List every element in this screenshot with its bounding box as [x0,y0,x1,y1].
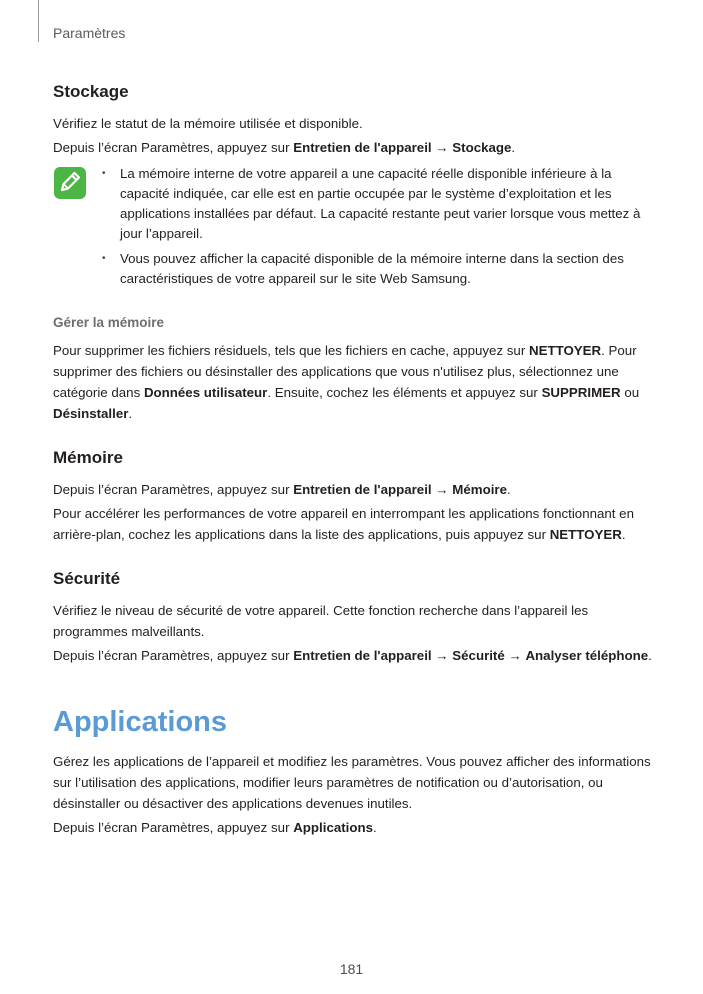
securite-heading: Sécurité [53,569,121,588]
memoire-heading: Mémoire [53,448,123,467]
memoire-paragraph: Pour accélérer les performances de votre appareil en interrompant les applications fonctionnant en arrière-plan, cochez les applications dans la liste des applications, puis appuyez sur NETTOYER. [53,506,634,542]
menu-path-item: Stockage [452,140,512,155]
note-list [101,164,653,289]
header-section-label: Paramètres [53,25,126,41]
page-content [53,82,653,841]
menu-path-item: Entretien de l'appareil [293,648,432,663]
page-number: 181 [339,961,364,977]
stockage-intro: Vérifiez le statut de la mémoire utilisée et disponible. [53,116,363,131]
menu-path-item: Mémoire [452,482,507,497]
menu-path-item: Applications [293,820,373,835]
applications-path: Depuis l’écran Paramètres, appuyez sur Applications. [53,820,377,835]
securite-path: Depuis l’écran Paramètres, appuyez sur Entretien de l'appareil → Sécurité → Analyser téléphone. [53,648,652,663]
gerer-paragraph: Pour supprimer les fichiers résiduels, tels que les fichiers en cache, appuyez sur NETTOYER. Pour supprimer des fichiers ou désinstaller des applications que vous n'utilisez plus, sélectionnez une catégorie dans Données utilisateur. Ensuite, cochez les éléments et appuyez sur SUPPRIMER ou Désinstaller. [53,343,640,421]
stockage-heading: Stockage [53,82,129,101]
stockage-path: Depuis l’écran Paramètres, appuyez sur Entretien de l'appareil → Stockage. [53,140,516,155]
note-item: • La mémoire interne de votre appareil a une capacité réelle disponible inférieure à la capacité indiquée, car elle est en partie occupée par le système d’exploitation et les applications installées par défaut. La capacité restante peut varier lorsque vous mettez à jour l’appareil. [120,164,653,244]
menu-path-item: Analyser téléphone [525,648,649,663]
note-item: • Vous pouvez afficher la capacité disponible de la mémoire interne dans la section des caractéristiques de votre appareil sur le site Web Samsung. [120,249,653,289]
applications-heading: Applications [53,706,228,738]
menu-path-item: Sécurité [452,648,505,663]
gerer-heading: Gérer la mémoire [53,315,165,330]
note-pencil-icon [54,167,86,199]
menu-path-item: Entretien de l'appareil [293,482,432,497]
applications-intro: Gérez les applications de l’appareil et modifiez les paramètres. Vous pouvez afficher des informations sur l’utilisation des applications, modifier leurs paramètres de notification ou d’autorisation, ou désinstaller ou désactiver des applications devenues inutiles. [53,754,651,811]
memoire-path: Depuis l’écran Paramètres, appuyez sur Entretien de l'appareil → Mémoire. [53,482,511,497]
menu-path-item: Entretien de l'appareil [293,140,432,155]
securite-intro: Vérifiez le niveau de sécurité de votre appareil. Cette fonction recherche dans l’appareil les programmes malveillants. [53,603,589,639]
header-rule [38,0,39,42]
stockage-note [53,164,653,289]
